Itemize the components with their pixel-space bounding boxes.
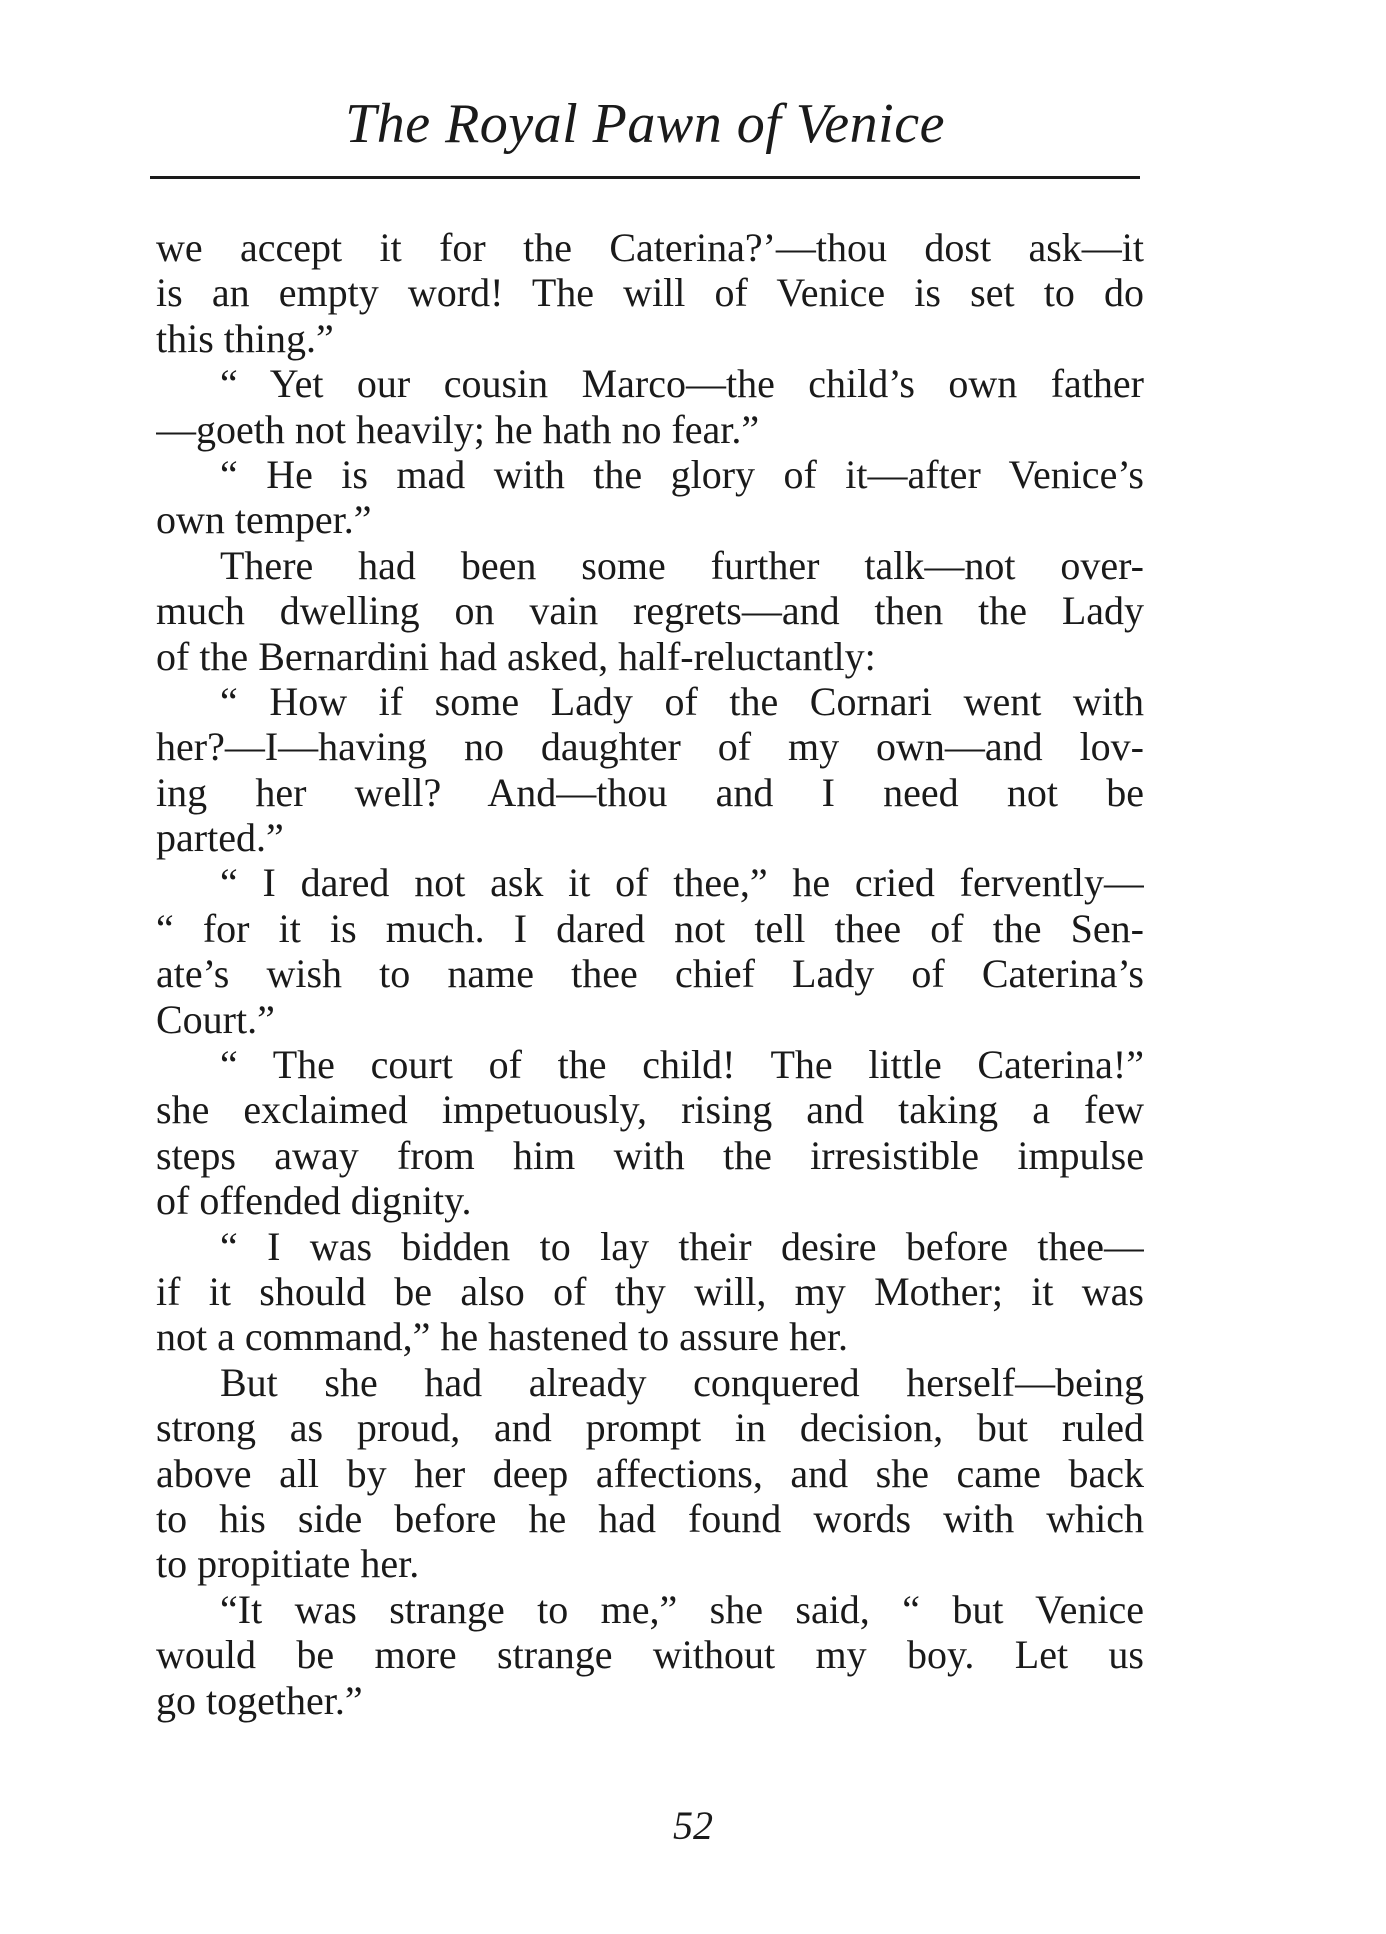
running-title: The Royal Pawn of Venice [345,93,945,155]
text-line: she exclaimed impetuously, rising and taking a few [156,1087,1144,1133]
page-number: 52 [673,1803,713,1848]
text-line: strong as proud, and prompt in decision, but ruled [156,1405,1144,1451]
text-line: her?—I—having no daughter of my own—and lov- [156,724,1144,770]
text-line: But she had already conquered herself—being [220,1359,1144,1405]
text-line: own temper.” [156,497,372,543]
text-line: of the Bernardini had asked, half-reluctantly: [156,633,876,679]
text-line: “It was strange to me,” she said, “ but Venice [220,1586,1144,1632]
text-line: Court.” [156,996,275,1042]
text-line: ing her well? And—thou and I need not be [156,769,1144,815]
body-text [156,225,1144,1723]
text-line: we accept it for the Caterina?’—thou dost ask—it [156,225,1144,270]
text-line: is an empty word! The will of Venice is set to do [156,270,1144,316]
text-line: There had been some further talk—not over- [220,542,1144,588]
text-line: parted.” [156,815,284,861]
text-line: of offended dignity. [156,1178,472,1224]
text-line: “ Yet our cousin Marco—the child’s own father [220,361,1144,407]
text-line: to his side before he had found words with which [156,1495,1144,1541]
text-line: if it should be also of thy will, my Mother; it was [156,1268,1144,1314]
text-line: go together.” [156,1677,363,1723]
text-line: ate’s wish to name thee chief Lady of Caterina’s [156,951,1144,997]
text-line: not a command,” he hastened to assure her. [156,1314,848,1360]
text-line: this thing.” [156,315,334,361]
text-line: would be more strange without my boy. Let us [156,1632,1144,1678]
text-line: to propitiate her. [156,1541,420,1587]
text-line: “ The court of the child! The little Caterina!” [220,1042,1144,1088]
text-line: “ I was bidden to lay their desire before thee— [220,1223,1144,1269]
text-line: “ for it is much. I dared not tell thee of the Sen- [156,905,1144,951]
text-line: “ How if some Lady of the Cornari went with [220,678,1144,724]
text-line: steps away from him with the irresistible impulse [156,1132,1144,1178]
text-line: much dwelling on vain regrets—and then the Lady [156,588,1144,634]
text-line: —goeth not heavily; he hath no fear.” [156,406,760,452]
text-line: “ I dared not ask it of thee,” he cried fervently— [220,860,1144,906]
text-line: “ He is mad with the glory of it—after Venice’s [220,451,1144,497]
text-line: above all by her deep affections, and she came back [156,1450,1144,1496]
header-rule [150,176,1140,179]
